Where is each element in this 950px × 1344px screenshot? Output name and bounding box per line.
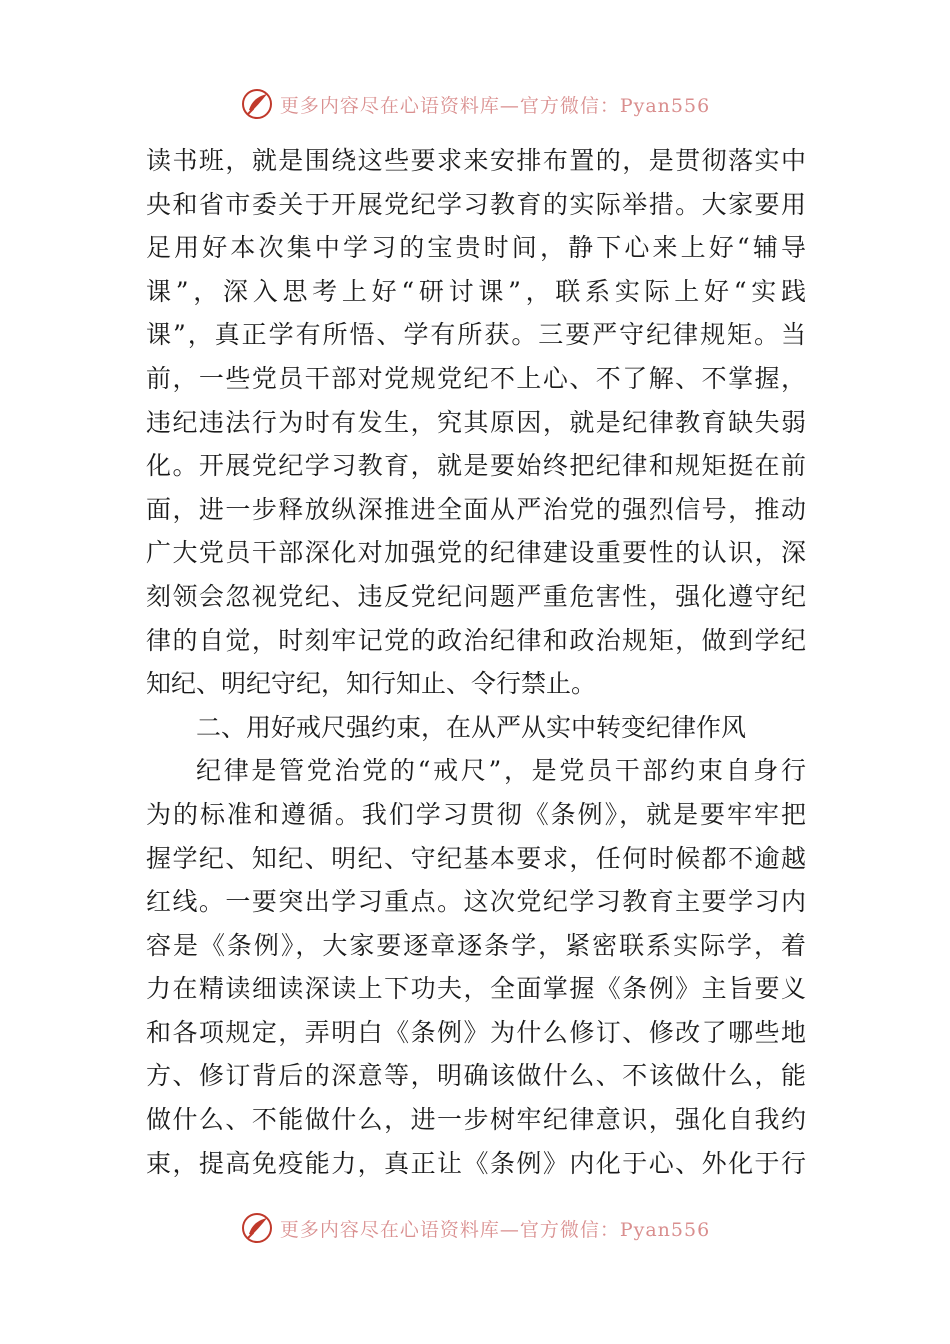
text-line: 面，进一步释放纵深推进全面从严治党的强烈信号，推动 bbox=[146, 494, 806, 524]
section-heading: 二、用好戒尺强约束，在从严从实中转变纪律作风 bbox=[196, 712, 747, 742]
text-line: 央和省市委关于开展党纪学习教育的实际举措。大家要用 bbox=[146, 189, 806, 219]
pen-logo-icon bbox=[240, 87, 274, 121]
text-line: 前，一些党员干部对党规党纪不上心、不了解、不掌握， bbox=[146, 363, 806, 393]
text-line: 红线。一要突出学习重点。这次党纪学习教育主要学习内 bbox=[146, 887, 806, 917]
text-line: 读书班，就是围绕这些要求来安排布置的，是贯彻落实中 bbox=[146, 146, 806, 175]
watermark-footer bbox=[0, 1208, 950, 1248]
pen-logo-icon bbox=[240, 1211, 274, 1245]
watermark-group bbox=[240, 87, 710, 121]
text-line: 违纪违法行为时有发生，究其原因，就是纪律教育缺失弱 bbox=[146, 407, 806, 437]
watermark-text: 更多内容尽在心语资料库—官方微信：Pyan556 bbox=[279, 1218, 711, 1241]
text-line: 做什么、不能做什么，进一步树牢纪律意识，强化自我约 bbox=[146, 1105, 806, 1135]
watermark-group bbox=[240, 1211, 710, 1245]
text-line: 和各项规定，弄明白《条例》为什么修订、修改了哪些地 bbox=[146, 1017, 806, 1047]
text-line: 刻领会忽视党纪、违反党纪问题严重危害性，强化遵守纪 bbox=[146, 581, 806, 611]
text-line: 纪律是管党治党的“戒尺”，是党员干部约束自身行 bbox=[196, 756, 806, 786]
text-line: 方、修订背后的深意等，明确该做什么、不该做什么，能 bbox=[146, 1061, 806, 1091]
text-line: 容是《条例》，大家要逐章逐条学，紧密联系实际学，着 bbox=[146, 930, 806, 960]
text-line: 课”，深入思考上好“研讨课”，联系实际上好“实践 bbox=[146, 276, 806, 306]
watermark-text: 更多内容尽在心语资料库—官方微信：Pyan556 bbox=[279, 94, 711, 117]
text-line: 握学纪、知纪、明纪、守纪基本要求，任何时候都不逾越 bbox=[146, 843, 806, 873]
text-line: 足用好本次集中学习的宝贵时间，静下心来上好“辅导 bbox=[146, 233, 806, 263]
text-line: 广大党员干部深化对加强党的纪律建设重要性的认识，深 bbox=[146, 538, 806, 568]
text-line: 化。开展党纪学习教育，就是要始终把纪律和规矩挺在前 bbox=[146, 451, 806, 481]
document-body bbox=[146, 139, 806, 1185]
watermark-header bbox=[0, 84, 950, 124]
text-line: 力在精读细读深读上下功夫，全面掌握《条例》主旨要义 bbox=[146, 974, 806, 1004]
text-line: 知纪、明纪守纪，知行知止、令行禁止。 bbox=[146, 669, 597, 699]
text-line: 律的自觉，时刻牢记党的政治纪律和政治规矩，做到学纪 bbox=[146, 625, 806, 655]
text-line: 课”，真正学有所悟、学有所获。三要严守纪律规矩。当 bbox=[146, 320, 806, 350]
text-line: 为的标准和遵循。我们学习贯彻《条例》，就是要牢牢把 bbox=[146, 799, 806, 829]
text-line: 束，提高免疫能力，真正让《条例》内化于心、外化于行 bbox=[146, 1148, 806, 1178]
